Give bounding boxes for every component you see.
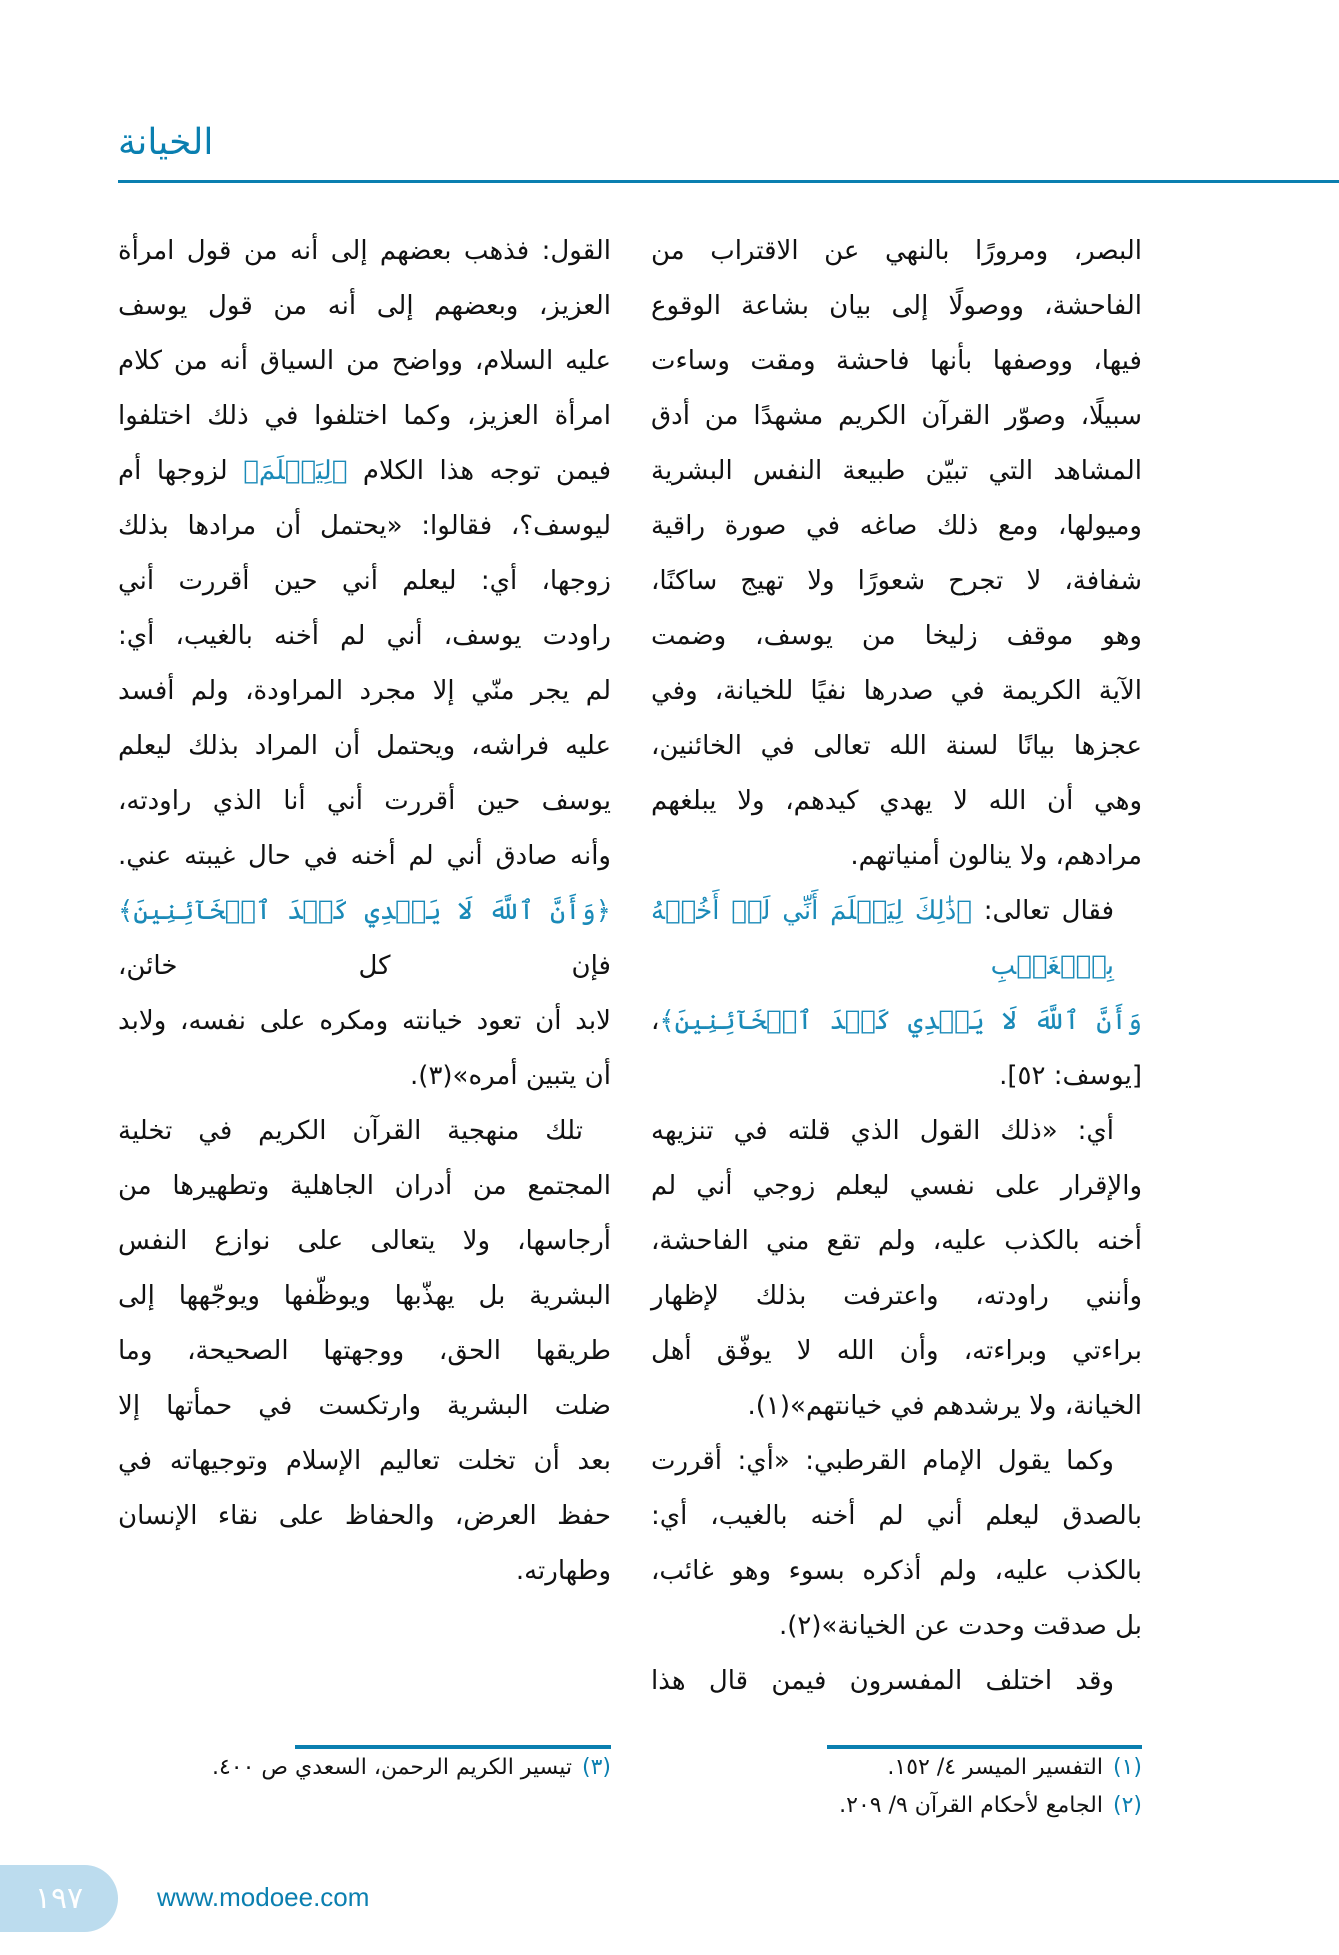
quran-verse: ﴿ذَٰلِكَ لِيَعۡلَمَ أَنِّي لَمۡ أَخُنۡهُ بِٱلۡغَيۡبِ — [651, 896, 1114, 981]
body-text: البشرية بل يهذّبها ويوظّفها ويوجّهها إلى — [118, 1281, 611, 1311]
body-text: وهو موقف زليخا من يوسف، وضمت — [651, 621, 1142, 651]
body-text: تلك منهجية القرآن الكريم في تخلية — [118, 1116, 583, 1146]
left-column-line — [118, 1049, 611, 1104]
body-text: فقال تعالى: — [971, 896, 1115, 926]
footnote-number: (٣) — [581, 1755, 611, 1780]
left-column-line — [118, 224, 611, 279]
footnote-text: الجامع لأحكام القرآن ٩/ ٢٠٩. — [839, 1793, 1103, 1818]
left-column-line — [118, 1269, 611, 1324]
left-column-line — [118, 1214, 611, 1269]
right-column-line — [651, 994, 1142, 1104]
right-column-line — [651, 774, 1142, 829]
body-text: امرأة العزيز، وكما اختلفوا في ذلك اختلفوا — [118, 401, 611, 431]
footnote-1 — [827, 1749, 1142, 1787]
left-column-line — [118, 1489, 611, 1544]
right-column-line — [651, 334, 1142, 389]
header-rule — [118, 180, 1339, 183]
left-column-line — [118, 829, 611, 884]
body-text: ضلت البشرية وارتكست في حمأتها إلا — [118, 1391, 611, 1421]
body-text: فإن كل خائن، — [118, 951, 611, 981]
quran-verse: وَأَنَّ ٱللَّهَ لَا يَهۡدِي كَيۡدَ ٱلۡخَآئِنِينَ﴾ — [659, 1006, 1142, 1036]
page-footer — [0, 1865, 1339, 1955]
right-column-line — [651, 279, 1142, 334]
body-text: لابد أن تعود خيانته ومكره على نفسه، ولابد — [118, 1006, 611, 1036]
body-text: حفظ العرض، والحفاظ على نقاء الإنسان — [118, 1501, 611, 1531]
footnote-3 — [212, 1749, 611, 1787]
right-column-line — [651, 609, 1142, 664]
body-text: بل صدقت وحدت عن الخيانة»(٢). — [778, 1611, 1142, 1641]
body-text: أرجاسها، ولا يتعالى على نوازع النفس — [118, 1226, 611, 1256]
left-column-line — [118, 499, 611, 554]
left-column — [118, 224, 611, 1599]
right-column-line — [651, 664, 1142, 719]
body-text: أن يتبين أمره»(٣). — [410, 1061, 611, 1091]
body-text: أي: «ذلك القول الذي قلته في تنزيهه — [651, 1116, 1114, 1146]
right-column-line — [651, 1544, 1142, 1599]
right-column-line — [651, 1654, 1142, 1709]
left-column-line — [118, 1379, 611, 1434]
footnotes — [118, 1745, 1142, 1825]
body-text: وكما يقول الإمام القرطبي: «أي: أقررت — [651, 1446, 1114, 1476]
body-text: عجزها بيانًا لسنة الله تعالى في الخائنين، — [651, 731, 1142, 761]
right-column-line — [651, 719, 1142, 774]
body-text: ليوسف؟، فقالوا: «يحتمل أن مرادها بذلك — [118, 511, 611, 541]
body-text: البصر، ومرورًا بالنهي عن الاقتراب من — [651, 236, 1142, 266]
footnote-2 — [827, 1787, 1142, 1825]
quran-verse: ﴿لِيَعۡلَمَ﴾ — [243, 456, 348, 486]
right-column-line — [651, 224, 1142, 279]
body-text: زوجها، أي: ليعلم أني حين أقررت أني — [118, 566, 611, 596]
body-text: سبيلًا، وصوّر القرآن الكريم مشهدًا من أدق — [651, 401, 1142, 431]
body-text: وهي أن الله لا يهدي كيدهم، ولا يبلغهم — [651, 786, 1142, 816]
footnote-text: تيسير الكريم الرحمن، السعدي ص ٤٠٠. — [211, 1755, 572, 1780]
body-text: بالصدق ليعلم أني لم أخنه بالغيب، أي: — [651, 1501, 1142, 1531]
body-text: القول: فذهب بعضهم إلى أنه من قول امرأة — [118, 236, 611, 266]
footnote-number: (٢) — [1112, 1793, 1142, 1818]
quran-verse: ﴿وَأَنَّ ٱللَّهَ لَا يَهۡدِي كَيۡدَ ٱلۡخَآئِنِينَ﴾ — [118, 896, 611, 926]
left-column-line — [118, 444, 611, 499]
left-column-line — [118, 719, 611, 774]
body-text: لزوجها أم — [118, 456, 244, 486]
left-column-line — [118, 1544, 611, 1599]
right-column-line — [651, 1214, 1142, 1269]
page-number: ١٩٧ — [34, 1881, 84, 1916]
body-text: براءتي وبراءته، وأن الله لا يوفّق أهل — [651, 1336, 1142, 1366]
body-text: المشاهد التي تبيّن طبيعة النفس البشرية — [651, 456, 1142, 486]
body-text: وطهارته. — [515, 1556, 611, 1586]
chapter-title: الخيانة — [118, 122, 214, 163]
left-column-line — [118, 279, 611, 334]
body-text: فيمن توجه هذا الكلام — [347, 456, 611, 486]
body-text: العزيز، وبعضهم إلى أنه من قول يوسف — [118, 291, 611, 321]
left-column-line — [118, 1159, 611, 1214]
body-text: وأنه صادق أني لم أخنه في حال غيبته عني. — [118, 841, 611, 871]
body-text: وقد اختلف المفسرون فيمن قال هذا — [651, 1666, 1114, 1696]
left-column-line — [118, 334, 611, 389]
body-text: طريقها الحق، ووجهتها الصحيحة، وما — [118, 1336, 611, 1366]
page-number-badge — [0, 1865, 118, 1932]
right-column-line — [651, 389, 1142, 444]
body-text: بعد أن تخلت تعاليم الإسلام وتوجيهاته في — [118, 1446, 611, 1476]
body-text: بالكذب عليه، ولم أذكره بسوء وهو غائب، — [651, 1556, 1142, 1586]
right-column-line — [651, 444, 1142, 499]
body-text: الخيانة، ولا يرشدهم في خيانتهم»(١). — [747, 1391, 1142, 1421]
footnotes-left — [118, 1745, 611, 1787]
right-column-line — [651, 1269, 1142, 1324]
footnote-number: (١) — [1112, 1755, 1142, 1780]
left-column-line — [118, 389, 611, 444]
footnotes-right — [827, 1745, 1142, 1825]
left-column-line — [118, 609, 611, 664]
left-column-line — [118, 1104, 611, 1159]
body-text: راودت يوسف، أني لم أخنه بالغيب، أي: — [118, 621, 611, 651]
right-column-line — [651, 1599, 1142, 1654]
body-text: وميولها، ومع ذلك صاغه في صورة راقية — [651, 511, 1142, 541]
body-text: فيها، ووصفها بأنها فاحشة ومقت وساءت — [651, 346, 1142, 376]
footnote-text: التفسير الميسر ٤/ ١٥٢. — [887, 1755, 1103, 1780]
right-column-line — [651, 1159, 1142, 1214]
body-text: المجتمع من أدران الجاهلية وتطهيرها من — [118, 1171, 611, 1201]
body-text: وأنني راودته، واعترفت بذلك لإظهار — [651, 1281, 1142, 1311]
body-text: لم يجر منّي إلا مجرد المراودة، ولم أفسد — [118, 676, 611, 706]
body-text: مرادهم، ولا ينالون أمنياتهم. — [850, 841, 1142, 871]
right-column-line — [651, 1489, 1142, 1544]
right-column-line — [651, 1324, 1142, 1379]
body-text: الفاحشة، ووصولًا إلى بيان بشاعة الوقوع — [651, 291, 1142, 321]
right-column-line — [651, 829, 1142, 884]
left-column-line — [118, 664, 611, 719]
left-column-line — [118, 1324, 611, 1379]
right-column-line — [651, 554, 1142, 609]
left-column-line — [118, 1434, 611, 1489]
text-columns — [118, 224, 1142, 1709]
body-text: عليه السلام، وواضح من السياق أنه من كلام — [118, 346, 611, 376]
left-column-line — [118, 554, 611, 609]
left-column-line — [118, 774, 611, 829]
page-header — [0, 0, 1339, 184]
body-text: يوسف حين أقررت أني أنا الذي راودته، — [118, 786, 611, 816]
body-text: عليه فراشه، ويحتمل أن المراد بذلك ليعلم — [118, 731, 611, 761]
body-text: والإقرار على نفسي ليعلم زوجي أني لم — [651, 1171, 1142, 1201]
right-column-line — [651, 1104, 1142, 1159]
right-column-line — [651, 884, 1142, 994]
body-text: شفافة، لا تجرح شعورًا ولا تهيج ساكنًا، — [651, 566, 1142, 596]
left-column-line — [118, 994, 611, 1049]
right-column-line — [651, 499, 1142, 554]
body-text: ، [يوسف: ٥٢]. — [651, 1006, 1142, 1091]
body-text: الآية الكريمة في صدرها نفيًا للخيانة، وفي — [651, 676, 1142, 706]
left-column-line — [118, 884, 611, 994]
right-column-line — [651, 1379, 1142, 1434]
website-link[interactable]: www.modoee.com — [157, 1882, 370, 1912]
body-text: أخنه بالكذب عليه، ولم تقع مني الفاحشة، — [651, 1226, 1142, 1256]
right-column-line — [651, 1434, 1142, 1489]
right-column — [651, 224, 1142, 1709]
